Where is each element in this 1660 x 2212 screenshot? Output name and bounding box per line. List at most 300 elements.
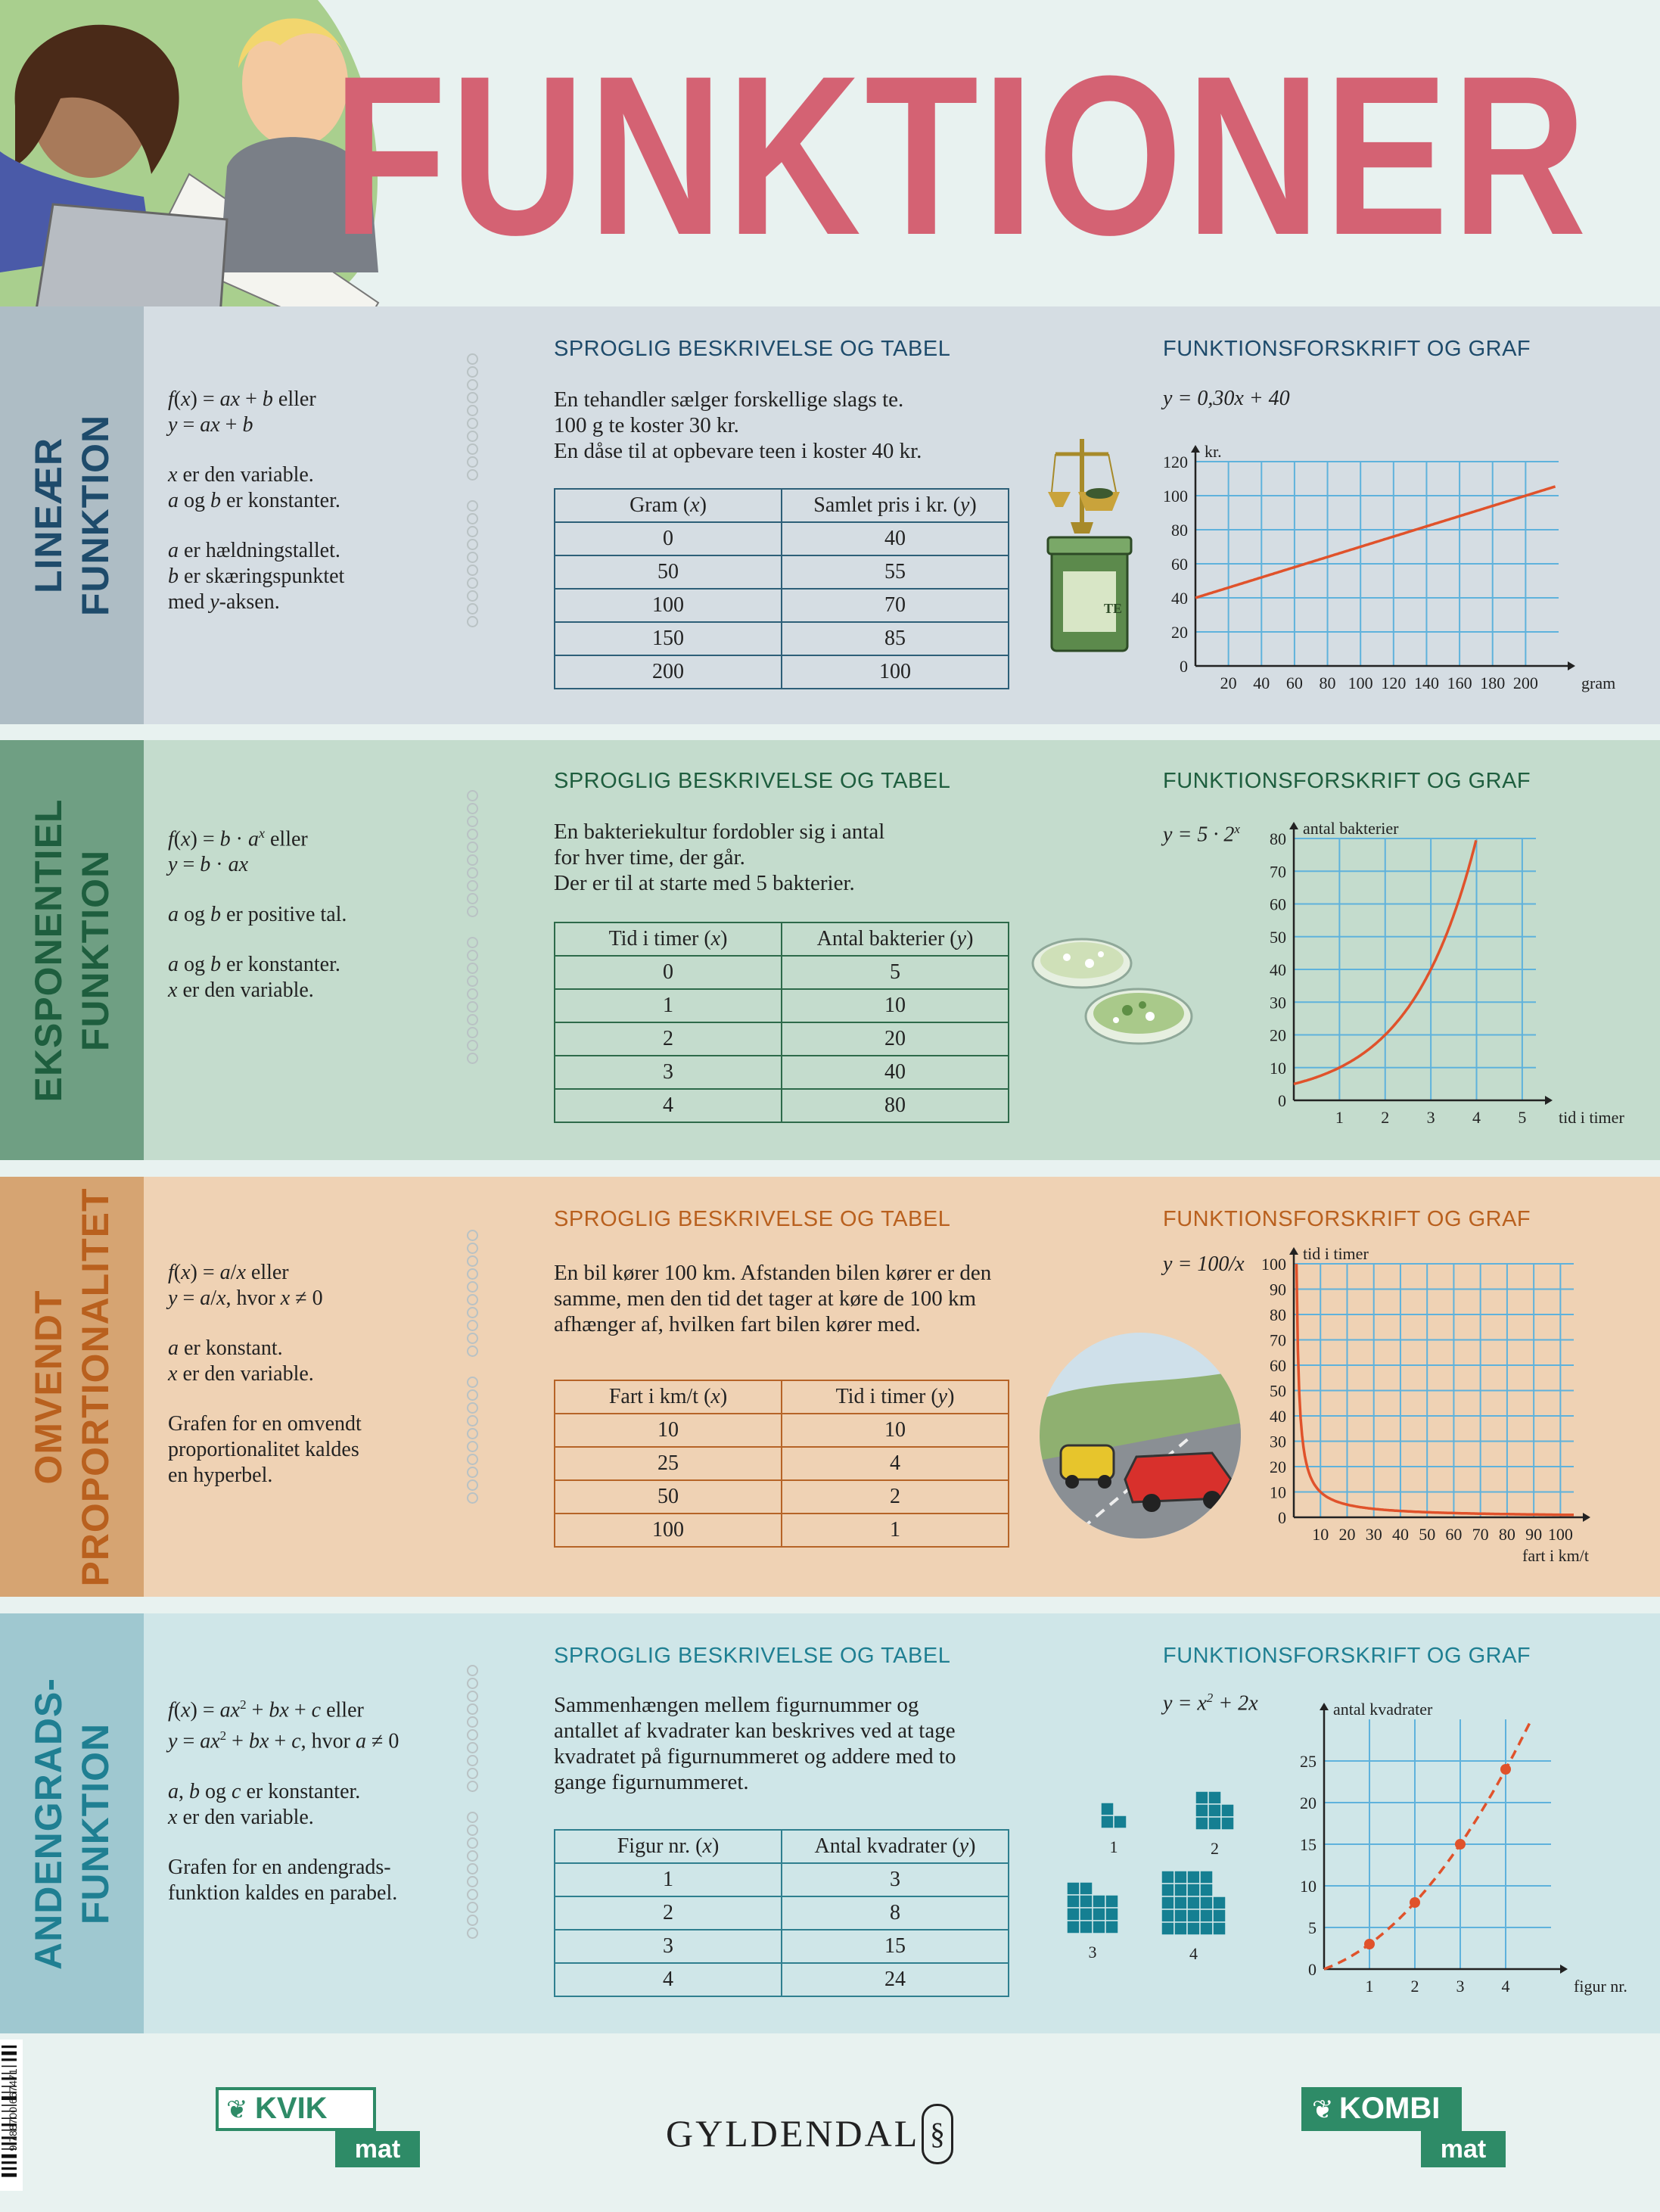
square-cell [1080, 1908, 1093, 1921]
heading-description: SPROGLIG BESKRIVELSE OG TABEL [554, 1644, 951, 1668]
definition-variables: a, b og c er konstanter. x er den variable. [168, 1779, 361, 1829]
y-axis-label: kr. [1205, 442, 1222, 461]
graph-quadratic [1279, 1689, 1634, 2011]
binder-ring [467, 1307, 478, 1318]
table-cell: 3 [782, 1863, 1009, 1896]
square-cell [1174, 1909, 1187, 1922]
table-cell: 1 [555, 1863, 782, 1896]
y-tick-label: 60 [1270, 894, 1286, 914]
square-cell [1067, 1895, 1080, 1908]
table-header-cell [782, 489, 1009, 522]
y-tick-label: 0 [1308, 1960, 1316, 1979]
binder-ring [467, 565, 478, 576]
binder-ring [467, 526, 478, 537]
x-axis-arrow [1560, 1965, 1568, 1974]
table-cell: 4 [555, 1963, 782, 1996]
y-tick-label: 10 [1270, 1482, 1286, 1502]
y-tick-label: 0 [1180, 657, 1188, 676]
chart-grid [1195, 462, 1559, 666]
section-exponential [0, 740, 1660, 1160]
x-tick-label: 80 [1498, 1525, 1515, 1544]
y-tick-label: 40 [1270, 1407, 1286, 1426]
table-cell: 40 [782, 1056, 1009, 1089]
binder-rings [467, 790, 480, 1084]
table-row [555, 1056, 1009, 1089]
y-tick-label: 30 [1270, 993, 1286, 1013]
binder-ring [467, 1492, 478, 1504]
binder-ring [467, 1837, 478, 1849]
square-cell [1080, 1882, 1093, 1895]
square-cell [1187, 1909, 1200, 1922]
x-tick-label: 100 [1547, 1525, 1573, 1544]
definition-formula: $f(x) = b \cdot a^x$ eller y = b · ax [168, 826, 308, 877]
y-tick-label: 100 [1261, 1255, 1286, 1274]
square-cell [1101, 1803, 1114, 1815]
table-header-cell [555, 1830, 782, 1863]
binder-ring [467, 1402, 478, 1414]
x-tick-label: 70 [1472, 1525, 1489, 1544]
y-tick-label: 80 [1270, 829, 1286, 848]
header-y: Samlet pris i kr. (y) [813, 493, 977, 517]
x-tick-label: 200 [1512, 674, 1538, 692]
table-cell: 100 [555, 1514, 782, 1547]
value-table [554, 488, 1009, 689]
square-cell [1161, 1909, 1174, 1922]
binder-ring [467, 1255, 478, 1267]
square-cell [1195, 1804, 1208, 1817]
binder-ring [467, 1915, 478, 1926]
y-axis-arrow [1289, 822, 1298, 829]
series-curve [1297, 1264, 1575, 1515]
square-cell [1221, 1817, 1234, 1830]
x-axis-label: fart i km/t [1522, 1546, 1589, 1565]
table-row [555, 1514, 1009, 1547]
table-cell: 8 [782, 1896, 1009, 1930]
y-tick-label: 25 [1300, 1752, 1316, 1771]
square-cell [1080, 1921, 1093, 1934]
description-text: En bil kører 100 km. Afstanden bilen kører er den samme, men den tid det tager at køre de 100 km afhænger af, hvilken fart bilen kører med. [554, 1261, 992, 1336]
square-cell [1200, 1922, 1213, 1935]
binder-ring [467, 1467, 478, 1478]
x-tick-label: 90 [1525, 1525, 1543, 1544]
header-x: Fart i km/t (x) [608, 1385, 728, 1408]
x-tick-label: 2 [1381, 1108, 1390, 1127]
binder-ring [467, 443, 478, 455]
binder-ring [467, 1729, 478, 1741]
binder-ring [467, 1294, 478, 1305]
chart-grid [1294, 838, 1536, 1100]
data-point [1364, 1939, 1375, 1949]
table-cell: 1 [782, 1514, 1009, 1547]
table-cell: 2 [782, 1480, 1009, 1514]
square-cell [1195, 1817, 1208, 1830]
heading-graph: FUNKTIONSFORSKRIFT OG GRAF [1163, 769, 1531, 793]
ring-group [467, 1665, 480, 1792]
heading-description: SPROGLIG BESKRIVELSE OG TABEL [554, 1207, 951, 1231]
x-tick-label: 180 [1480, 674, 1506, 692]
square-cell [1067, 1882, 1080, 1895]
table-cell: 0 [555, 522, 782, 555]
x-tick-label: 20 [1220, 674, 1237, 692]
section-side-label [0, 1613, 144, 2033]
students-illustration [0, 0, 378, 356]
section-side-label [0, 1177, 144, 1597]
table-cell: 150 [555, 622, 782, 655]
square-cell [1187, 1871, 1200, 1884]
square-cell [1105, 1895, 1118, 1908]
figure-label: 4 [1189, 1944, 1198, 1963]
y-tick-label: 0 [1278, 1508, 1286, 1527]
kombi-sub-label: mat [1421, 2131, 1506, 2167]
x-tick-label: 5 [1518, 1108, 1527, 1127]
x-axis-arrow [1568, 661, 1575, 670]
header-y: Tid i timer (y) [835, 1385, 955, 1408]
x-axis-label: figur nr. [1574, 1977, 1627, 1996]
binder-ring [467, 500, 478, 512]
binder-ring [467, 1742, 478, 1753]
ring-group [467, 1230, 480, 1357]
binder-ring [467, 405, 478, 416]
binder-ring [467, 1243, 478, 1254]
square-cell [1208, 1804, 1221, 1817]
table-cell: 10 [782, 989, 1009, 1022]
y-tick-label: 100 [1163, 487, 1188, 506]
binder-ring [467, 1755, 478, 1766]
y-tick-label: 120 [1163, 453, 1188, 471]
kvik-logo [216, 2087, 420, 2170]
definition-formula: $f(x) = ax^2$ + bx + c eller $y = ax^2$ + bx + c, hvor a ≠ 0 [168, 1697, 399, 1753]
table-header-cell [782, 922, 1009, 956]
binder-ring [467, 392, 478, 403]
binder-ring [467, 590, 478, 602]
binder-ring [467, 456, 478, 468]
table-cell: 5 [782, 956, 1009, 989]
x-tick-label: 100 [1348, 674, 1373, 692]
square-figures [1059, 1791, 1256, 1988]
table-cell: 0 [555, 956, 782, 989]
figure-label: 2 [1211, 1839, 1219, 1858]
binder-ring [467, 867, 478, 879]
binder-rings [467, 353, 480, 647]
ring-group [467, 500, 480, 627]
table-header-row [555, 922, 1009, 956]
square-cell [1093, 1921, 1105, 1934]
table-header-row [555, 1380, 1009, 1414]
header-x: Figur nr. (x) [617, 1834, 720, 1858]
function-formula: $y = 5 \cdot 2^x$ [1163, 822, 1240, 847]
x-tick-label: 10 [1312, 1525, 1329, 1544]
table-header-row [555, 489, 1009, 522]
square-cell [1174, 1896, 1187, 1909]
value-table [554, 1380, 1009, 1548]
binder-ring [467, 988, 478, 1000]
binder-ring [467, 379, 478, 390]
y-tick-label: 40 [1270, 960, 1286, 979]
table-row [555, 1480, 1009, 1514]
gyldendal-logo-icon: § [922, 2104, 953, 2164]
table-row [555, 1930, 1009, 1963]
square-figure [1101, 1803, 1127, 1856]
heading-description: SPROGLIG BESKRIVELSE OG TABEL [554, 337, 951, 361]
binder-ring [467, 1665, 478, 1676]
value-table [554, 922, 1009, 1123]
binder-ring [467, 1876, 478, 1887]
header-x: Tid i timer (x) [608, 927, 728, 950]
graph-inverse [1248, 1241, 1627, 1570]
table-row [555, 1089, 1009, 1122]
binder-ring [467, 431, 478, 442]
ring-group [467, 1377, 480, 1504]
binder-ring [467, 842, 478, 853]
binder-ring [467, 469, 478, 481]
table-cell: 2 [555, 1896, 782, 1930]
binder-ring [467, 603, 478, 614]
isbn-text: 9 788700 667471 [7, 2068, 19, 2151]
y-tick-label: 15 [1300, 1835, 1316, 1854]
square-cell [1195, 1791, 1208, 1804]
square-cell [1067, 1908, 1080, 1921]
table-row [555, 989, 1009, 1022]
square-cell [1161, 1896, 1174, 1909]
square-cell [1174, 1884, 1187, 1896]
binder-ring [467, 1850, 478, 1862]
binder-rings [467, 1230, 480, 1523]
page-title: FUNKTIONER [333, 28, 1590, 282]
binder-ring [467, 893, 478, 904]
kombi-logo [1301, 2087, 1506, 2170]
side-line-2: FUNKTION [74, 849, 117, 1051]
side-line-2: FUNKTION [74, 1722, 117, 1924]
heading-description: SPROGLIG BESKRIVELSE OG TABEL [554, 769, 951, 793]
x-axis-label: gram [1581, 674, 1616, 692]
table-cell: 100 [555, 589, 782, 622]
binder-ring [467, 790, 478, 801]
binder-ring [467, 1768, 478, 1779]
data-point [1455, 1839, 1466, 1850]
y-tick-label: 20 [1270, 1025, 1286, 1045]
y-tick-label: 30 [1270, 1432, 1286, 1451]
table-header-cell [555, 1380, 782, 1414]
section-inverse-proportionality [0, 1177, 1660, 1597]
square-figure [1195, 1791, 1234, 1858]
table-row [555, 655, 1009, 689]
table-row [555, 1863, 1009, 1896]
heading-graph: FUNKTIONSFORSKRIFT OG GRAF [1163, 1644, 1531, 1668]
binder-ring [467, 1678, 478, 1689]
binder-ring [467, 353, 478, 365]
binder-ring [467, 552, 478, 563]
table-cell: 25 [555, 1447, 782, 1480]
side-line-1: EKSPONENTIEL [27, 798, 70, 1102]
square-cell [1208, 1817, 1221, 1830]
table-header-cell [782, 1830, 1009, 1863]
binder-ring [467, 1389, 478, 1401]
table-cell: 4 [782, 1447, 1009, 1480]
binder-ring [467, 1346, 478, 1357]
table-cell: 50 [555, 1480, 782, 1514]
square-cell [1213, 1896, 1226, 1909]
square-cell [1200, 1896, 1213, 1909]
square-cell [1080, 1895, 1093, 1908]
can-label: TE [1104, 601, 1123, 616]
x-tick-label: 60 [1285, 674, 1303, 692]
chart-grid [1294, 1264, 1574, 1517]
definition-meaning: Grafen for en omvendt proportionalitet kaldes en hyperbel. [168, 1412, 362, 1487]
binder-ring [467, 616, 478, 627]
y-tick-label: 40 [1171, 589, 1188, 608]
chart-grid [1324, 1719, 1551, 1969]
table-cell: 4 [555, 1089, 782, 1122]
binder-ring [467, 937, 478, 948]
x-tick-label: 30 [1365, 1525, 1382, 1544]
y-tick-label: 70 [1270, 1330, 1286, 1350]
binder-ring [467, 513, 478, 524]
definition-variables: a er konstant. x er den variable. [168, 1336, 314, 1386]
data-point [1410, 1897, 1420, 1908]
square-cell [1213, 1909, 1226, 1922]
kvik-label: KVIK [255, 2092, 328, 2125]
y-axis-arrow [1289, 1247, 1298, 1255]
x-axis-arrow [1545, 1096, 1553, 1105]
table-row [555, 1414, 1009, 1447]
y-tick-label: 5 [1308, 1918, 1316, 1937]
definitions [168, 820, 347, 1028]
y-axis-label: antal kvadrater [1333, 1700, 1433, 1719]
section-quadratic [0, 1613, 1660, 2033]
value-table [554, 1829, 1009, 1997]
table-cell: 15 [782, 1930, 1009, 1963]
y-tick-label: 20 [1270, 1458, 1286, 1476]
x-tick-label: 2 [1410, 1977, 1419, 1996]
definition-formula: f(x) = a/x eller y = a/x, hvor x ≠ 0 [168, 1261, 323, 1310]
graph-linear [1150, 439, 1627, 696]
binder-ring [467, 975, 478, 987]
definitions [168, 387, 344, 639]
section-linear [0, 306, 1660, 724]
binder-ring [467, 1781, 478, 1792]
table-row [555, 1963, 1009, 1996]
square-cell [1114, 1815, 1127, 1828]
y-tick-label: 60 [1270, 1356, 1286, 1375]
y-tick-label: 10 [1270, 1058, 1286, 1078]
square-cell [1187, 1884, 1200, 1896]
table-header-cell [555, 489, 782, 522]
table-header-cell [555, 922, 782, 956]
x-tick-label: 1 [1335, 1108, 1344, 1127]
table-row [555, 555, 1009, 589]
definitions [168, 1692, 399, 1930]
square-cell [1101, 1815, 1114, 1828]
description-text: Sammenhængen mellem figurnummer og antallet af kvadrater kan beskrives ved at tage kvadratet på figurnummeret og addere med to gange figurnummeret. [554, 1693, 956, 1794]
binder-ring [467, 1454, 478, 1465]
table-cell: 50 [555, 555, 782, 589]
figure-label: 3 [1088, 1943, 1097, 1962]
header-x: Gram (x) [629, 493, 707, 517]
binder-ring [467, 1001, 478, 1013]
binder-ring [467, 1053, 478, 1064]
cars-illustration [1038, 1332, 1242, 1540]
table-row [555, 522, 1009, 555]
x-tick-label: 4 [1472, 1108, 1481, 1127]
square-cell [1161, 1922, 1174, 1935]
square-cell [1105, 1908, 1118, 1921]
table-cell: 24 [782, 1963, 1009, 1996]
binder-ring [467, 1927, 478, 1939]
header-y: Antal bakterier (y) [816, 927, 974, 950]
definition-formula: f(x) = ax + b eller y = ax + b [168, 387, 316, 437]
x-tick-label: 20 [1338, 1525, 1356, 1544]
square-cell [1067, 1921, 1080, 1934]
tea-illustration [1048, 431, 1146, 651]
function-formula: y = 0,30x + 40 [1163, 387, 1290, 410]
table-row [555, 589, 1009, 622]
table-cell: 100 [782, 655, 1009, 689]
square-figure [1067, 1882, 1118, 1962]
header [0, 0, 1660, 306]
square-cell [1187, 1922, 1200, 1935]
table-row [555, 1447, 1009, 1480]
section-side-label [0, 740, 144, 1160]
binder-ring [467, 1428, 478, 1439]
binder-ring [467, 1377, 478, 1388]
definitions [168, 1260, 362, 1513]
x-tick-label: 120 [1381, 674, 1407, 692]
square-cell [1200, 1909, 1213, 1922]
square-cell [1200, 1884, 1213, 1896]
x-tick-label: 40 [1253, 674, 1270, 692]
y-axis-arrow [1191, 445, 1200, 453]
y-tick-label: 20 [1171, 623, 1188, 642]
function-formula: y = 100/x [1163, 1252, 1245, 1276]
binder-ring [467, 1230, 478, 1241]
binder-ring [467, 1040, 478, 1051]
square-cell [1174, 1871, 1187, 1884]
table-row [555, 1022, 1009, 1056]
square-cell [1174, 1922, 1187, 1935]
ring-group [467, 790, 480, 917]
kombi-label: KOMBI [1339, 2092, 1441, 2125]
binder-ring [467, 1014, 478, 1025]
y-axis-arrow [1320, 1703, 1329, 1710]
binder-ring [467, 854, 478, 866]
x-tick-label: 60 [1445, 1525, 1463, 1544]
x-tick-label: 140 [1413, 674, 1439, 692]
binder-ring [467, 803, 478, 814]
series-curve [1195, 487, 1556, 598]
side-line-2: FUNKTION [74, 414, 117, 617]
figure-label: 1 [1109, 1837, 1118, 1856]
x-tick-label: 50 [1419, 1525, 1436, 1544]
binder-ring [467, 1027, 478, 1038]
definition-meaning: a er hældningstallet. b er skæringspunktet med y-aksen. [168, 539, 345, 614]
function-formula: $y = x^2 + 2x$ [1163, 1691, 1258, 1716]
binder-ring [467, 1863, 478, 1874]
y-tick-label: 90 [1270, 1280, 1286, 1299]
y-tick-label: 10 [1300, 1877, 1316, 1896]
square-cell [1208, 1791, 1221, 1804]
section-side-label [0, 306, 144, 724]
square-cell [1200, 1871, 1213, 1884]
graph-exponential [1241, 816, 1624, 1127]
leaf-icon: ❦ [1312, 2096, 1334, 2124]
side-line-1: ANDENGRADS- [27, 1677, 70, 1970]
table-cell: 10 [555, 1414, 782, 1447]
leaf-icon: ❦ [226, 2096, 248, 2124]
binder-ring [467, 1812, 478, 1823]
table-row [555, 622, 1009, 655]
binder-ring [467, 880, 478, 891]
binder-ring [467, 1902, 478, 1913]
